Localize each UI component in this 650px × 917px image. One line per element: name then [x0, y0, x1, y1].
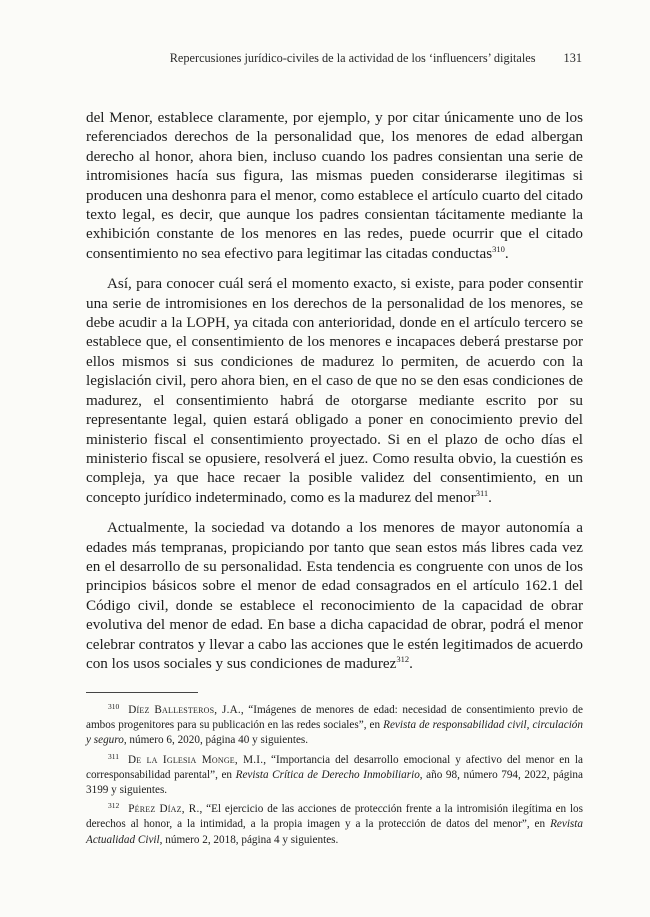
- running-header: [86, 51, 582, 66]
- footnote-reference: 310: [492, 243, 505, 254]
- footnote-author: Díez Ballesteros, J.A.: [128, 704, 241, 716]
- footnote-text: , número 2, 2018, página 4 y siguientes.: [159, 833, 339, 846]
- paragraph: Así, para conocer cuál será el momento exacto, si existe, para poder consentir una serie de intromisiones en los derechos de la personalidad de los menores, se debe acudir a la LOPH, ya citada con anterioridad, donde en el artículo tercero se establece que, el consentimiento de los menores e incapaces deberá prestarse por ellos mismos si sus condiciones de madurez lo permiten, de acuerdo con la legislación civil, pero ahora bien, en el caso de que no se den esas condiciones de madurez, el consentimiento habrá de otorgarse mediante escrito por su representante legal, quien estará obligado a poner en conocimiento previo del ministerio fiscal el consentimiento proyectado. Si en el plazo de ocho días el ministerio fiscal se opusiere, resolverá el juez. Como resulta obvio, la cuestión es compleja, ya que hace recaer la posible validez del consentimiento, en un concepto jurídico indeterminado, como es la madurez del menor$^{311}$.: [86, 275, 583, 506]
- footnote-journal: Revista Crítica de Derecho Inmobiliario: [235, 768, 420, 781]
- footnote-divider: [86, 692, 198, 693]
- footnote-number: 310: [108, 702, 120, 711]
- paragraph: del Menor, establece claramente, por ejemplo, y por citar únicamente uno de los referenciados derechos de la personalidad que, los menores de edad albergan derecho al honor, ahora bien, incluso cuando los padres consientan una serie de intromisiones hacía sus figura, las mismas pueden considerarse ilegitimas si producen una deshonra para el menor, como establece el artículo cuarto del citado texto legal, es decir, que aunque los padres consientan tácitamente mediante la exhibición constante de los menores en las redes, puede ocurrir que el citado consentimiento no sea efectivo para legitimar las citadas conductas$^{310}$.: [86, 109, 583, 262]
- footnote-author: De la Iglesia Monge, M.I.: [127, 753, 264, 766]
- footnote: [86, 802, 583, 848]
- footnote-text: , “Imágenes de menores de edad: necesidad de consentimiento previo de ambos progenitores para su publicación en las redes sociales”, en: [86, 704, 583, 732]
- paragraph-text: del Menor, establece claramente, por ejemplo, y por citar únicamente uno de los referenciados derechos de la personalidad que, los menores de edad albergan derecho al honor, ahora bien, incluso cuando los padres consientan una serie de intromisiones hacía sus figura, las mismas pueden considerarse ilegitimas si producen una deshonra para el menor, como establece el artículo cuarto del citado texto legal, es decir, que aunque los padres consientan tácitamente mediante la exhibición constante de los menores en las redes, puede ocurrir que el citado consentimiento no sea efectivo para legitimar las citadas conductas: [86, 109, 583, 262]
- footnote-reference: 311: [475, 487, 489, 498]
- main-text: [86, 108, 583, 684]
- footnote-reference: 312: [396, 653, 410, 664]
- page-number: 131: [563, 51, 582, 65]
- footnote-journal: Revista de responsabilidad civil, circulación y seguro: [86, 719, 583, 747]
- paragraph: Actualmente, la sociedad va dotando a los menores de mayor autonomía a edades más tempranas, propiciando por tanto que sean estos más libres cada vez en el desarrollo de su personalidad. Esta tendencia es congruente con unos de los principios básicos sobre el menor de edad consagrados en el artículo 162.1 del Código civil, donde se establece el reconocimiento de la capacidad de obrar evolutiva del menor de edad. En base a dicha capacidad de obrar, podrá el menor celebrar contratos y llevar a cabo las acciones que le estén legitimados de acuerdo con los usos sociales y sus condiciones de madurez$^{312}$.: [86, 519, 583, 672]
- footnote-journal: Revista Actualidad Civil: [86, 818, 583, 846]
- footnotes: [86, 703, 583, 852]
- footnote-text: , año 98, número 794, 2022, página 3199 y siguientes.: [86, 768, 583, 797]
- footnote: [86, 703, 583, 749]
- footnote-text: , número 6, 2020, página 40 y siguientes.: [123, 734, 309, 747]
- paragraph-text: Actualmente, la sociedad va dotando a los menores de mayor autonomía a edades más tempranas, propiciando por tanto que sean estos más libres cada vez en el desarrollo de su personalidad. Esta tendencia es congruente con unos de los principios básicos sobre el menor de edad consagrados en el artículo 162.1 del Código civil, donde se establece el reconocimiento de la capacidad de obrar evolutiva del menor de edad. En base a dicha capacidad de obrar, podrá el menor celebrar contratos y llevar a cabo las acciones que le estén legitimados de acuerdo con los usos sociales y sus condiciones de madurez: [86, 519, 583, 672]
- footnote-number: 311: [108, 751, 119, 761]
- paragraph-text: Así, para conocer cuál será el momento exacto, si existe, para poder consentir una serie de intromisiones en los derechos de la personalidad de los menores, se debe acudir a la LOPH, ya citada con anterioridad, donde en el artículo tercero se establece que, el consentimiento de los menores e incapaces deberá prestarse por ellos mismos si sus condiciones de madurez lo permiten, de acuerdo con la legislación civil, pero ahora bien, en el caso de que no se den esas condiciones de madurez, el consentimiento habrá de otorgarse mediante escrito por su representante legal, quien estará obligado a poner en conocimiento previo del ministerio fiscal el consentimiento proyectado. Si en el plazo de ocho días el ministerio fiscal se opusiere, resolverá el juez. Como resulta obvio, la cuestión es compleja, ya que hace recaer la posible validez del consentimiento, en un concepto jurídico indeterminado, como es la madurez del menor: [86, 275, 583, 506]
- footnote-text: , “El ejercicio de las acciones de protección frente a la intromisión ilegítima en los derechos al honor, a la intimidad, a la propia imagen y a la protección de datos del menor”, en: [86, 803, 584, 831]
- footnote-number: 312: [108, 801, 120, 811]
- footnote-text: , “Importancia del desarrollo emocional y afectivo del menor en la corresponsabilidad parental”, en: [86, 753, 583, 781]
- running-title: Repercusiones jurídico-civiles de la actividad de los ‘influencers’ digitales: [169, 51, 536, 65]
- footnote: [86, 753, 583, 799]
- footnote-author: Pérez Díaz, R.: [128, 803, 200, 816]
